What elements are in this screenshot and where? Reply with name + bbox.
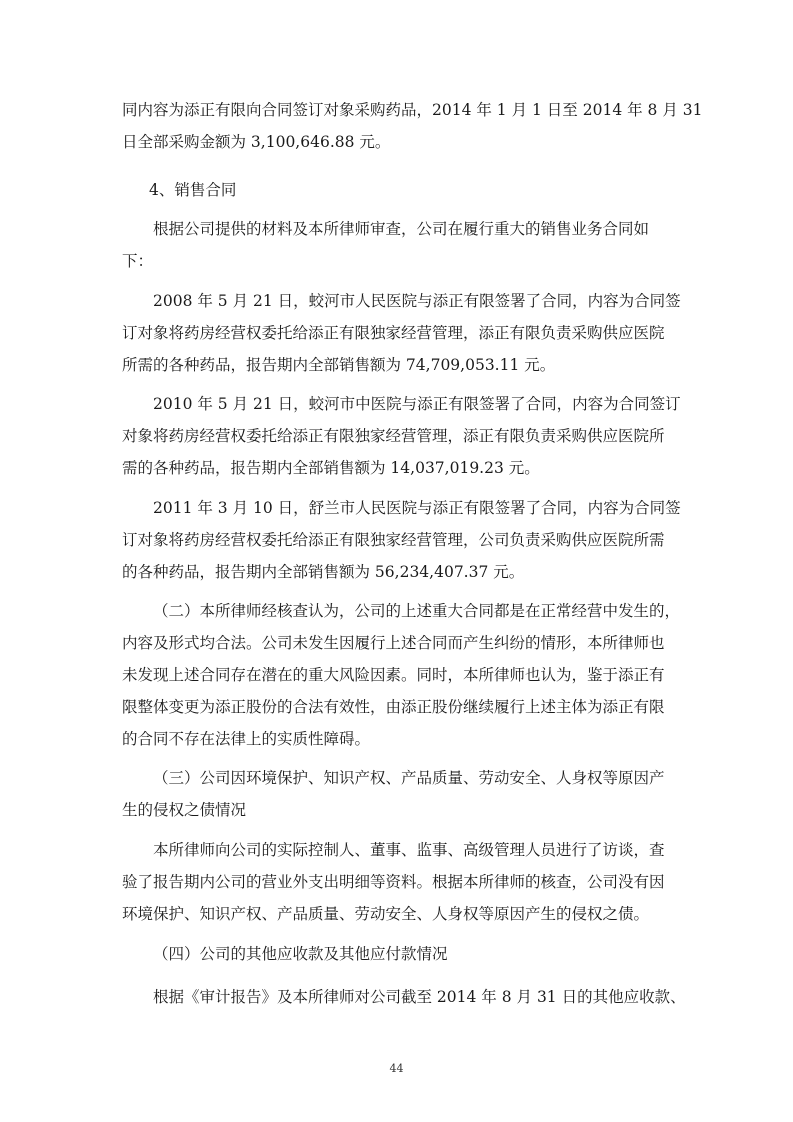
text-line: 下： <box>122 252 154 270</box>
text-line: 订对象将药房经营权委托给添正有限独家经营管理，添正有限负责采购供应医院 <box>122 324 665 342</box>
text-line: 2010 年 5 月 21 日，蛟河市中医院与添正有限签署了合同，内容为合同签订 <box>153 395 681 413</box>
text-line: 订对象将药房经营权委托给添正有限独家经营管理，公司负责采购供应医院所需 <box>122 531 665 549</box>
heading-sales-contract <box>122 174 678 206</box>
text-line: 需的各种药品，报告期内全部销售额为 14,037,019.23 元。 <box>122 459 540 477</box>
text-line: 日全部采购金额为 3,100,646.88 元。 <box>122 133 391 151</box>
text-line: 同内容为添正有限向合同签订对象采购药品，2014 年 1 月 1 日至 2014 年 8 月 31 <box>122 101 703 119</box>
text-line: 根据公司提供的材料及本所律师审查，公司在履行重大的销售业务合同如 <box>153 220 650 238</box>
text-line: 2008 年 5 月 21 日，蛟河市人民医院与添正有限签署了合同，内容为合同签 <box>153 292 681 310</box>
text-line: 的合同不存在法律上的实质性障碍。 <box>122 730 371 748</box>
text-line: 本所律师向公司的实际控制人、董事、监事、高级管理人员进行了访谈，查 <box>153 841 665 859</box>
heading-section-4 <box>122 938 678 970</box>
text-line: 限整体变更为添正股份的合法有效性，由添正股份继续履行上述主体为添正有限 <box>122 698 665 716</box>
heading-section-3 <box>122 762 678 826</box>
paragraph-sales-intro <box>122 213 678 277</box>
paragraph-sales-2010 <box>122 388 681 484</box>
paragraph-sales-2011 <box>122 492 681 588</box>
text-line: 内容及形式均合法。公司未发生因履行上述合同而产生纠纷的情形，本所律师也 <box>122 634 665 652</box>
paragraph-purchase-amount <box>122 94 703 158</box>
text-line: （二）本所律师经核查认为，公司的上述重大合同都是在正常经营中发生的， <box>153 602 681 620</box>
text-line: 生的侵权之债情况 <box>122 801 247 819</box>
text-line: 根据《审计报告》及本所律师对公司截至 2014 年 8 月 31 日的其他应收款、 <box>153 988 686 1006</box>
text-line: （四）公司的其他应收款及其他应付款情况 <box>153 945 448 963</box>
text-line: （三）公司因环境保护、知识产权、产品质量、劳动安全、人身权等原因产 <box>153 769 665 787</box>
text-line: 对象将药房经营权委托给添正有限独家经营管理，添正有限负责采购供应医院所 <box>122 427 665 445</box>
text-line: 4、销售合同 <box>149 181 237 199</box>
paragraph-section-4-body <box>122 981 686 1013</box>
page-number: 44 <box>389 1062 404 1075</box>
paragraph-section-3-body <box>122 834 678 930</box>
text-line: 2011 年 3 月 10 日，舒兰市人民医院与添正有限签署了合同，内容为合同签 <box>153 499 681 517</box>
paragraph-sales-2008 <box>122 285 681 381</box>
text-line: 的各种药品，报告期内全部销售额为 56,234,407.37 元。 <box>122 563 525 581</box>
text-line: 所需的各种药品，报告期内全部销售额为 74,709,053.11 元。 <box>122 356 556 374</box>
text-line: 验了报告期内公司的营业外支出明细等资料。根据本所律师的核查，公司没有因 <box>122 873 665 891</box>
text-line: 未发现上述合同存在潜在的重大风险因素。同时，本所律师也认为，鉴于添正有 <box>122 666 665 684</box>
paragraph-section-2 <box>122 595 681 755</box>
text-line: 环境保护、知识产权、产品质量、劳动安全、人身权等原因产生的侵权之债。 <box>122 905 650 923</box>
